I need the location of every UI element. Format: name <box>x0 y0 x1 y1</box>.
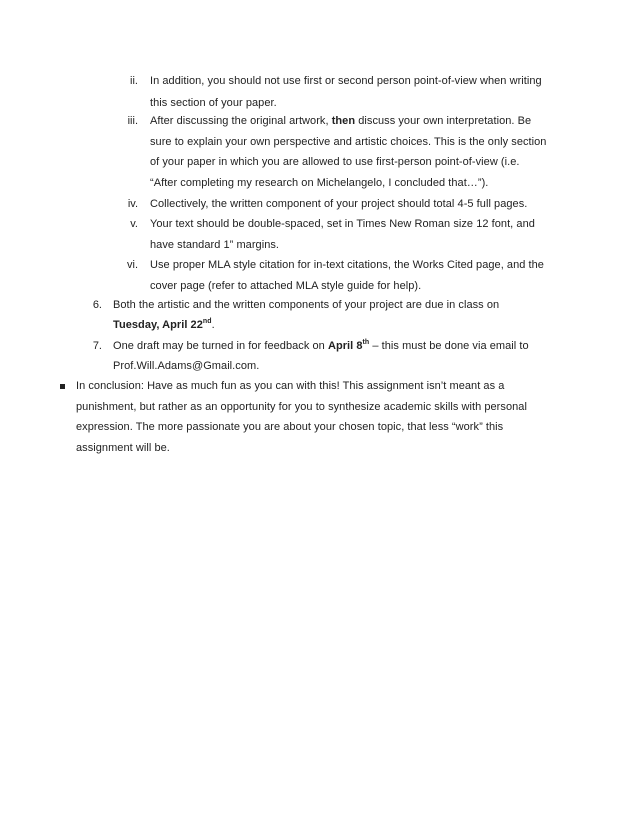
roman-item-ii-line-1: In addition, you should not use first or second person point-of-view when writing <box>150 75 542 87</box>
numbered-item-6-line-2 <box>113 318 215 332</box>
draft-date-suffix: th <box>362 339 370 346</box>
roman-marker-vi: vi. <box>127 259 138 271</box>
roman-marker-iv: iv. <box>127 198 138 210</box>
roman-item-iv-line-1: Collectively, the written component of your project should total 4-5 full pages. <box>150 198 528 210</box>
roman-item-iii-line-4: “After completing my research on Michelangelo, I concluded that…”). <box>150 177 489 189</box>
conclusion-line-3: expression. The more passionate you are about your chosen topic, that less “work” this <box>76 421 504 433</box>
roman-item-v-line-1: Your text should be double-spaced, set in Times New Roman size 12 font, and <box>150 218 535 230</box>
contact-email: Prof.Will.Adams@Gmail.com. <box>113 360 260 372</box>
roman-item-iii-line-1 <box>150 114 531 128</box>
numbered-item-7-text-a: One draft may be turned in for feedback on <box>113 340 328 352</box>
conclusion-line-4: assignment will be. <box>76 442 170 454</box>
roman-marker-v: v. <box>130 218 138 230</box>
roman-item-v-line-2: have standard 1” margins. <box>150 239 280 251</box>
numbered-marker-6: 6. <box>92 299 102 311</box>
numbered-item-6-line-1: Both the artistic and the written components of your project are due in class on <box>113 299 500 311</box>
numbered-item-7-line-1 <box>113 339 529 353</box>
roman-item-vi-line-2: cover page (refer to attached MLA style guide for help). <box>150 280 422 292</box>
roman-item-vi-line-1: Use proper MLA style citation for in-text citations, the Works Cited page, and the <box>150 259 544 271</box>
roman-item-ii-line-2: this section of your paper. <box>150 97 277 109</box>
conclusion-line-2: punishment, but rather as an opportunity for you to synthesize academic skills with personal <box>76 401 527 413</box>
roman-marker-iii: iii. <box>127 115 138 127</box>
numbered-marker-7: 7. <box>92 340 102 352</box>
conclusion-line-1: In conclusion: Have as much fun as you can with this! This assignment isn’t meant as a <box>76 380 505 392</box>
roman-marker-ii: ii. <box>130 75 138 87</box>
roman-item-iii-line-3: of your paper in which you are allowed to use first-person point-of-view (i.e. <box>150 156 520 168</box>
roman-item-iii-text-b: discuss your own interpretation. Be <box>355 115 532 127</box>
due-date: Tuesday, April 22 <box>113 319 203 331</box>
due-date-suffix: nd <box>202 318 212 325</box>
roman-item-iii-text-a: After discussing the original artwork, <box>150 115 332 127</box>
roman-item-iii-bold: then <box>331 115 356 127</box>
bullet-marker <box>60 384 65 389</box>
numbered-item-7-text-b: – this must be done via email to <box>369 340 529 352</box>
due-date-period: . <box>211 319 215 331</box>
draft-date: April 8 <box>327 340 363 352</box>
roman-item-iii-line-2: sure to explain your own perspective and artistic choices. This is the only section <box>150 136 547 148</box>
